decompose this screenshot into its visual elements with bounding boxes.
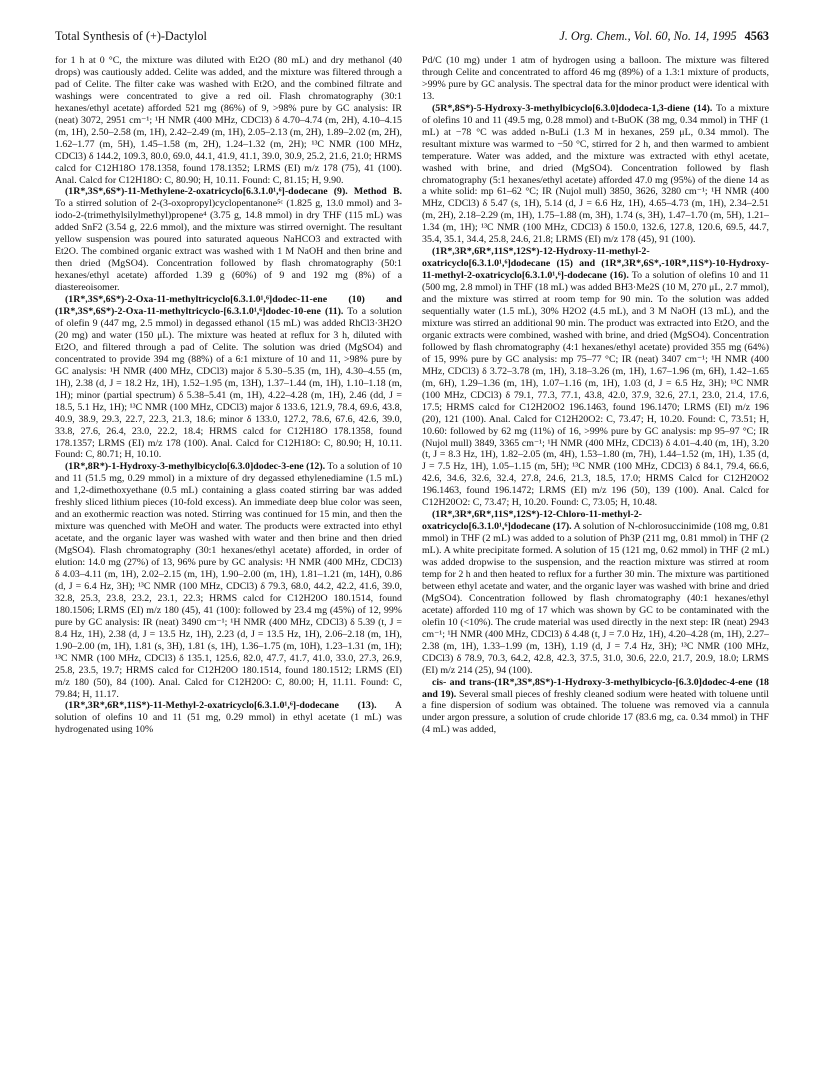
paragraph bbox=[422, 509, 769, 676]
compound-heading: (5R*,8S*)-5-Hydroxy-3-methylbicyclo[6.3.0]dodeca-1,3-diene (14). bbox=[432, 102, 713, 114]
running-header bbox=[55, 29, 769, 45]
paragraph bbox=[55, 55, 402, 186]
paragraph bbox=[422, 103, 769, 246]
paragraph-text: Several small pieces of freshly cleaned sodium were heated with toluene until a fine dispersion of sodium was obtained. The toluene was removed via a cannula under argon pressure, a solution of crude chloride 17 (83.6 mg, ca. 0.34 mmol) in THF (4 mL) was added, bbox=[422, 688, 769, 736]
paragraph bbox=[55, 186, 402, 294]
paragraph bbox=[422, 677, 769, 737]
paragraph bbox=[422, 246, 769, 509]
paragraph-text: To a solution of olefin 9 (447 mg, 2.5 mmol) in degassed ethanol (15 mL) was added RhCl3·3H2O (20 mg) and water (150 μL). The mixture was heated at reflux for 3 h, diluted with Et2O, and filtered through a pad of Celite. The solution was dried (MgSO4) and concentrated to provide 394 mg (88%) of a 6:1 mixture of 10 and 11, >98% pure by GC analysis: ¹H NMR (400 MHz, CDCl3) major δ 5.30–5.35 (m, 1H), 4.30–4.55 (m, 1H), 2.38 (d, J = 18.2 Hz, 1H), 1.52–1.95 (m, 13H), 1.37–1.44 (m, 1H), 1.10–1.18 (m, 1H); minor (partial spectrum) δ 5.38–5.41 (m, 1H), 4.22–4.28 (m, 1H), 2.46 (dd, J = 18.5, 5.1 Hz, 1H); ¹³C NMR (100 MHz, CDCl3) major δ 133.6, 121.9, 78.4, 69.6, 43.8, 40.9, 38.9, 29.3, 22.7, 22.3, 21.3, 18.6; minor δ 133.0, 127.2, 78.6, 67.6, 42.6, 39.0, 33.8, 27.6, 26.4, 23.0, 22.2, 18.4; HRMS calcd for C12H18O 178.1358, found 178.1357; LRMS (EI) m/z 178 (100). Anal. Calcd for C12H18O: C, 80.90; H, 10.11. Found: C, 80.71; H, 10.10. bbox=[55, 306, 402, 461]
compound-heading: (1R*,3S*,6S*)-2-Oxa-11-methyltricyclo[6.3.1.0¹,⁶]dodec-11-ene (10) and (1R*,3S*,6S*)-2-Oxa-11-methyltricyclo-[6.3.1.0¹,⁶]dodec-10-ene (11). bbox=[55, 294, 402, 318]
paragraph-text: for 1 h at 0 °C, the mixture was diluted with Et2O (80 mL) and dry methanol (40 drops) was cautiously added. Celite was added, and the mixture was filtered through a pad of Celite. The filter cake was washed with Et2O, and the combined filtrate and washings were concentrated to give a red oil. Flash chromatography (30:1 hexanes/ethyl acetate) afforded 521 mg (86%) of 9, >98% pure by GC analysis: IR (neat) 3072, 2951 cm⁻¹; ¹H NMR (400 MHz, CDCl3) δ 4.70–4.74 (m, 2H), 4.10–4.15 (m, 1H), 2.50–2.58 (m, 1H), 2.42–2.49 (m, 1H), 2.05–2.13 (m, 2H), 1.89–2.02 (m, 2H), 1.62–1.77 (m, 5H), 1.45–1.58 (m, 2H), 1.24–1.32 (m, 2H); ¹³C NMR (100 MHz, CDCl3) δ 144.2, 109.3, 80.0, 69.0, 44.1, 41.9, 41.1, 39.0, 30.9, 25.2, 21.6, 21.0; HRMS calcd for C12H18O 178.1358, found 178.1352; LRMS (EI) m/z 178 (75), 41 (100). Anal. Calcd for C12H18O: C, 80.90; H, 10.11. Found: C, 81.15; H, 9.90. bbox=[55, 55, 402, 186]
paragraph bbox=[55, 700, 402, 736]
paragraph-text: A solution of olefins 10 and 11 (51 mg, 0.29 mmol) in ethyl acetate (1 mL) was hydrogenated using 10% bbox=[55, 700, 402, 736]
paragraph-text: Pd/C (10 mg) under 1 atm of hydrogen using a balloon. The mixture was filtered through Celite and concentrated to afford 46 mg (89%) of a 1.3:1 mixture of products, >99% pure by GC analysis. The spectral data for the minor product were identical with 13. bbox=[422, 55, 769, 102]
compound-heading: (1R*,3R*,6R*,11S*,12S*)-12-Chloro-11-methyl-2-oxatricyclo[6.3.1.0¹,⁶]dodecane (17). bbox=[422, 509, 642, 533]
right-column bbox=[422, 55, 769, 1055]
compound-heading: (1R*,3S*,6S*)-11-Methylene-2-oxatricyclo[6.3.1.0¹,⁶]-dodecane (9). Method B. bbox=[65, 186, 402, 198]
running-title: Total Synthesis of (+)-Dactylol bbox=[55, 29, 207, 43]
journal-name: J. Org. Chem., Vol. 60, No. 14, 1995 bbox=[559, 29, 737, 43]
left-column bbox=[55, 55, 402, 1055]
paragraph bbox=[55, 294, 402, 461]
paragraph-text: To a stirred solution of 2-(3-oxopropyl)cyclopentanone⁵ᶜ (1.825 g, 13.0 mmol) and 3-iodo-2-(trimethylsilylmethyl)propene⁴ (3.75 g, 14.8 mmol) in dry THF (115 mL) was added SnF2 (3.54 g, 22.6 mmol), and the mixture was stirred overnight. The resultant yellow suspension was poured into saturated aqueous NaHCO3 and extracted with Et2O. The combined organic extract was washed with 1 M NaOH and then brine and then dried (MgSO4). Concentration followed by flash chromatography (50:1 hexanes/ethyl acetate) afforded 1.39 g (60%) of 9 and 192 mg (8%) of a diastereoisomer. bbox=[55, 198, 402, 294]
paragraph bbox=[422, 55, 769, 103]
page-number: 4563 bbox=[744, 29, 769, 43]
journal-citation bbox=[559, 29, 769, 44]
paragraph bbox=[55, 461, 402, 700]
paragraph-text: To a solution of olefins 10 and 11 (500 mg, 2.8 mmol) in THF (18 mL) was added BH3·Me2S (10 M, 270 μL, 2.7 mmol), and the mixture was stirred at room temp for 90 min. To the solution was added sequentially water (1.5 mL), 30% H2O2 (4.5 mL), and 3 M NaOH (13 mL), and the mixture was stirred an additional 90 min. The product was extracted into Et2O, and the organic extracts were combined, washed with brine, and dried (MgSO4). Concentration followed by flash chromatography (4:1 hexanes/ethyl acetate) provided 355 mg (64%) of 15, 99% pure by GC analysis: mp 75–77 °C; IR (neat) 3407 cm⁻¹; ¹H NMR (400 MHz, CDCl3) δ 3.72–3.78 (m, 1H), 3.18–3.26 (m, 1H), 1.67–1.96 (m, 6H), 1.42–1.65 (m, 6H), 1.29–1.36 (m, 1H), 1.07–1.16 (m, 1H), 1.03 (d, J = 6.5 Hz, 3H); ¹³C NMR (100 MHz, CDCl3) δ 79.1, 77.3, 77.1, 43.8, 42.0, 37.9, 32.6, 27.1, 23.0, 21.4, 17.6, 17.5; HRMS calcd for C12H20O2 196.1463, found 196.1470; LRMS (EI) m/z 196 (20), 121 (100). Anal. Calcd for C12H20O2: C, 73.47; H, 10.20. Found: C, 73.51; H, 10.60: followed by 62 mg (11%) of 16, >99% pure by GC analysis: mp 95–97 °C; IR (Nujol mull) 3849, 3365 cm⁻¹; ¹H NMR (400 MHz, CDCl3) δ 4.01–4.40 (m, 1H), 3.20 (t, J = 8.3 Hz, 1H), 1.82–2.05 (m, 4H), 1.53–1.80 (m, 7H), 1.44–1.52 (m, 1H), 1.35 (d, J = 7.5 Hz, 1H), 1.05–1.15 (m, 5H); ¹³C NMR (100 MHz, CDCl3) δ 84.1, 79.4, 66.6, 42.6, 34.6, 32.6, 32.4, 27.8, 24.6, 21.3, 18.5, 17.0; HRMS Calcd for C12H20O2 196.1463, found 196.1472; LRMS (EI) m/z 196 (50), 139 (100). Anal. Calcd for C12H20O2: C, 73.47; H, 10.20. Found: C, 73.05; H, 10.48. bbox=[422, 270, 769, 509]
compound-heading: (1R*,3R*,6R*,11S*)-11-Methyl-2-oxatricyclo[6.3.1.0¹,⁶]-dodecane (13). bbox=[65, 700, 377, 712]
compound-heading: cis- and trans-(1R*,3S*,8S*)-1-Hydroxy-3-methylbicyclo-[6.3.0]dodec-4-ene (18 and 19). bbox=[422, 676, 769, 700]
compound-heading: (1R*,8R*)-1-Hydroxy-3-methylbicyclo[6.3.0]dodec-3-ene (12). bbox=[65, 461, 326, 473]
paragraph-text: To a mixture of olefins 10 and 11 (49.5 mg, 0.28 mmol) and t-BuOK (38 mg, 0.34 mmol) in THF (1 mL) at −78 °C was added n-BuLi (1.3 M in hexanes, 259 μL, 0.34 mmol). The resultant mixture was warmed to −50 °C, stirred for 2 h, and then warmed to ambient temperature. Water was added, and the mixture was extracted with ethyl acetate, washed with brine, and dried (MgSO4). Concentration followed by flash chromatography (5:1 hexanes/ethyl acetate) afforded 47.0 mg (95%) of the diene 14 as a white solid: mp 61–62 °C; IR (Nujol mull) 3850, 3626, 3280 cm⁻¹; ¹H NMR (400 MHz, CDCl3) δ 5.47 (s, 1H), 5.14 (d, J = 6.6 Hz, 1H), 4.65–4.73 (m, 1H), 2.34–2.51 (m, 2H), 2.18–2.29 (m, 1H), 1.75–1.88 (m, 3H), 1.74 (s, 3H), 1.47–1.70 (m, 5H), 1.21–1.34 (m, 1H); ¹³C NMR (100 MHz, CDCl3) δ 150.0, 132.6, 127.8, 120.6, 69.5, 44.7, 35.4, 35.1, 34.4, 25.8, 24.6, 21.8; LRMS (EI) m/z 178 (45), 91 (100). bbox=[422, 102, 769, 246]
paragraph-text: A solution of N-chlorosuccinimide (108 mg, 0.81 mmol) in THF (2 mL) was added to a solution of Ph3P (211 mg, 0.81 mmol) in THF (2 mL). A white precipitate formed. A solution of 15 (121 mg, 0.62 mmol) in THF (2 mL) was added dropwise to the suspension, and the reaction mixture was stirred at room temp for 2 h and then heated to reflux for a further 30 min. The mixture was partitioned between ethyl acetate and water, and the organic layer was washed with brine and dried (MgSO4). Concentration followed by flash chromatography (40:1 hexanes/ethyl acetate) afforded 110 mg of 17 which was shown by GC to be contaminated with the olefin 10 (<10%). The crude material was used directly in the next step: IR (neat) 2943 cm⁻¹; ¹H NMR (400 MHz, CDCl3) δ 4.48 (t, J = 7.0 Hz, 1H), 4.20–4.28 (m, 1H), 2.27–2.38 (m, 1H), 1.33–1.99 (m, 13H), 1.19 (d, J = 7.4 Hz, 3H); ¹³C NMR (100 MHz, CDCl3) δ 78.9, 70.3, 64.2, 42.8, 42.3, 37.5, 31.0, 30.6, 22.0, 21.7, 20.9, 18.0; LRMS (EI) m/z 214 (25), 94 (100). bbox=[422, 521, 769, 676]
compound-heading: (1R*,3R*,6R*,11S*,12S*)-12-Hydroxy-11-methyl-2-oxatricyclo[6.3.1.0¹,⁶]dodecane (15) and (1R*,3R*,6S*,-10R*,11S*)-10-Hydroxy-11-methyl-2-oxatricyclo[6.3.1.0¹,⁶]-dodecane (16). bbox=[422, 246, 769, 282]
paragraph-text: To a solution of 10 and 11 (51.5 mg, 0.29 mmol) in a mixture of dry degassed ethylenediamine (1.5 mL) and 1,2-dimethoxyethane (0.5 mL) containing a glass coated stirring bar was added freshly sliced lithium pieces (10-fold excess). An immediate deep blue color was seen, and an exothermic reaction was noted. Stirring was continued for 15 min, and then the mixture was quenched with MeOH and water. The products were extracted into ethyl acetate, and the organic layer was washed with water and then brine and then dried (MgSO4). Flash chromatography (30:1 hexanes/ethyl acetate) afforded, in order of elution: 14.0 mg (27%) of 13, 96% pure by GC analysis: ¹H NMR (400 MHz, CDCl3) δ 4.03–4.11 (m, 1H), 2.02–2.15 (m, 1H), 1.90–2.00 (m, 1H), 1.81–1.21 (m, 14H), 0.86 (d, J = 6.4 Hz, 3H); ¹³C NMR (100 MHz, CDCl3) δ 79.3, 68.0, 44.2, 42.2, 41.6, 39.0, 32.8, 25.3, 23.8, 23.2, 23.1, 22.3; HRMS calcd for C12H20O 180.1514, found 180.1506; LRMS (EI) m/z 180 (45), 41 (100): followed by 23.4 mg (45%) of 12, 99% pure by GC analysis: IR (neat) 3490 cm⁻¹; ¹H NMR (400 MHz, CDCl3) δ 5.39 (t, J = 8.4 Hz, 1H), 2.38 (d, J = 13.5 Hz, 1H), 2.23 (d, J = 13.5 Hz, 1H), 2.06–2.18 (m, 1H), 1.90–2.00 (m, 1H), 1.81 (s, 3H), 1.81 (s, 1H), 1.36–1.75 (m, 10H), 1.23–1.31 (m, 1H); ¹³C NMR (100 MHz, CDCl3) δ 135.1, 125.6, 82.0, 47.7, 41.7, 41.0, 33.0, 27.3, 26.9, 25.8, 23.5, 19.7; HRMS calcd for C12H20O 180.1514, found 180.1512; LRMS (EI) m/z 180 (50), 84 (100). Anal. Calcd for C12H20O: C, 80.00; H, 11.11. Found: C, 79.84; H, 11.17. bbox=[55, 461, 402, 700]
